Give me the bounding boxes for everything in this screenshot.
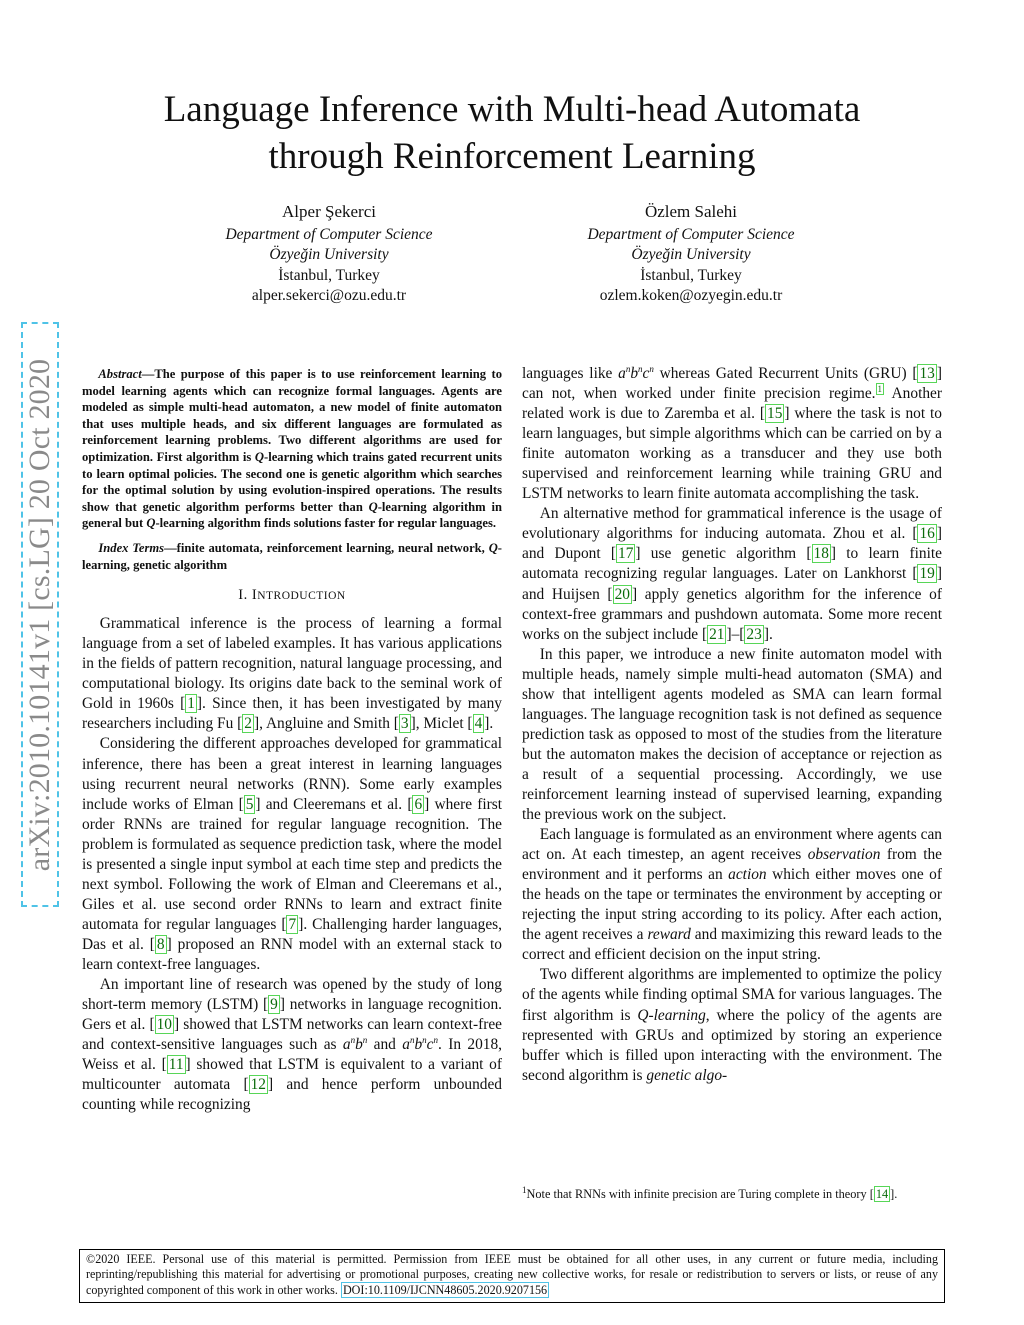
author-email: alper.sekerci@ozu.edu.tr (251, 287, 407, 304)
intro-paragraph: An important line of research was opened by the study of long short-term memory (LSTM) [ 9 ] networks in language recognition. Gers et al. [ 10 ] showed that LSTM networks can learn context-free and context-sensitive languages such as $a^nb^n$ and $a^nb^nc^n$. In 2018, Weiss et al. [ 11 ] showed that LSTM is equivalent to a variant of multicounter automata [ 12 ] and hence perform unbounded counting while recognizing (82, 976, 502, 1114)
section-heading: I. INTRODUCTION (238, 587, 346, 604)
citation-link[interactable]: 19 (919, 565, 935, 583)
author-block-2 (526, 202, 856, 307)
author-univ: Özyeğin University (631, 246, 751, 263)
citation-link[interactable]: 8 (156, 935, 165, 953)
citation-link[interactable]: 20 (614, 585, 630, 603)
citation-link[interactable]: 4 (474, 715, 483, 733)
citation-link[interactable]: 2 (244, 715, 252, 733)
citation-link[interactable]: 16 (919, 525, 935, 543)
index-terms: Index Terms—finite automata, reinforcement learning, neural network, Q-learning, genetic algorithm (82, 540, 502, 572)
author-dept: Department of Computer Science (225, 225, 433, 243)
index-terms-label: Index Terms (98, 540, 165, 555)
citation-link[interactable]: 13 (919, 365, 935, 382)
arxiv-stamp-text: arXiv:2010.10141v1 [cs.LG] 20 Oct 2020 (23, 358, 56, 871)
author-univ: Özyeğin University (269, 246, 389, 263)
arxiv-stamp[interactable] (21, 322, 59, 907)
author-city: İstanbul, Turkey (278, 266, 380, 284)
citation-link[interactable]: 18 (813, 545, 829, 563)
author-email: ozlem.koken@ozyegin.edu.tr (599, 287, 783, 304)
author-block-1 (164, 202, 494, 307)
citation-link[interactable]: 7 (288, 915, 297, 933)
title-line-1: Language Inference with Multi-head Automata (163, 89, 861, 130)
intro-paragraph: Grammatical inference is the process of learning a formal language from a set of labeled examples. It has various applications in the fields of pattern recognition, natural language processing, and computational biology. Its origins date back to the seminal work of Gold in 1960s [ 1 ]. Since then, it has been investigated by many researchers including Fu [ 2 ], Angluine and Smith [ 3 ], Miclet [ 4 ]. (82, 615, 502, 733)
footnote-marker[interactable]: 1 (877, 383, 883, 394)
citation-link[interactable]: 3 (400, 715, 409, 733)
title-line-2: through Reinforcement Learning (268, 136, 756, 177)
citation-link[interactable]: 15 (767, 405, 783, 423)
citation-link[interactable]: 11 (168, 1056, 184, 1074)
section-number: I. (238, 587, 248, 604)
body-paragraph: Two different algorithms are implemented to optimize the policy of the agents while finding optimal SMA for various languages. The first algorithm is Q-learning, where the policy of the agents are represented with GRUs and optimized by storing an experience buffer which is filled upon interacting with the environment. The second algorithm is genetic algo- (522, 966, 942, 1084)
citation-link[interactable]: 5 (245, 795, 254, 813)
intro-paragraph: Considering the different approaches developed for grammatical inference, there has been a great interest in learning languages using recurrent neural networks (RNN). Some early examples include works of Elman [ 5 ] and Cleeremans et al. [ 6 ] where first order RNNs are trained for regular language recognition. The problem is formulated as sequence prediction task, where the model is presented a single input symbol at each time step and predicts the next symbol. Following the work of Elman and Cleeremans et al., Giles et al. use second order RNNs to learn and extract finite automata for regular languages [ 7 ]. Challenging harder languages, Das et al. [ 8 ] proposed an RNN model with an external stack to learn context-free languages. (82, 735, 503, 973)
author-name: Alper Şekerci (282, 202, 376, 221)
left-column (82, 366, 502, 1115)
citation-link[interactable]: 6 (414, 795, 423, 813)
author-name: Özlem Salehi (644, 202, 738, 221)
body-paragraph: An alternative method for grammatical inference is the usage of evolutionary algorithms for inducing automata. Zhou et al. [ 16 ] and Dupont [ 17 ] use genetic algorithm [ 18 ] to learn finite automata recognizing regular languages. Later on Lankhorst [ 19 ] and Huijsen [ 20 ] apply genetics algorithm for the inference of context-free grammars and pushdown automata. Some more recent works on the subject include [ 21 ]–[ 23 ]. (522, 505, 942, 643)
citation-link[interactable]: 14 (875, 1187, 889, 1201)
citation-link[interactable]: 21 (709, 625, 725, 643)
footnote: $^1$Note that RNNs with infinite precision are Turing complete in theory [ 14 ]. (522, 1184, 898, 1201)
citation-link[interactable]: 17 (618, 545, 634, 563)
author-dept: Department of Computer Science (587, 225, 795, 243)
citation-link[interactable]: 9 (270, 996, 278, 1014)
doi-link[interactable]: DOI:10.1109/IJCNN48605.2020.9207156 (342, 1282, 548, 1297)
copyright-text: ©2020 IEEE. Personal use of this material is permitted. Permission from IEEE must be obtained for all other uses, in any current or future media, including reprinting/republishing this material for advertising or promotional purposes, creating new collective works, for resale or redistribution to servers or lists, or reuse of any copyrighted component of this work in other works. (86, 1252, 938, 1297)
body-paragraph: In this paper, we introduce a new finite automaton model with multiple heads, namely simple multi-head automaton (SMA) and show that intelligent agents modeled as SMA can learn formal languages. The language recognition task is not defined as sequence prediction task as opposed to most of the studies from the literature but the automaton makes the decision of acceptance or rejection as a result of a sequential processing. Accordingly, we use reinforcement learning instead of supervised learning, expanding the previous work on the subject. (522, 645, 942, 824)
paper-title (0, 86, 1024, 180)
citation-link[interactable]: 1 (187, 695, 195, 713)
right-column (522, 364, 942, 1086)
body-paragraph: languages like $a^nb^nc^n$ whereas Gated Recurrent Units (GRU) [ 13 ] can not, when worked under finite precision regime. $^1$ Another related work is due to Zaremba et al. [ 15 ] where the task is not to learn languages, but simple algorithms which can be carried on by a finite automaton working as a transducer and they use both supervised and reinforcement learning while training GRU and LSTM networks to learn finite automata accomplishing the task. (522, 363, 942, 503)
abstract: Abstract—The purpose of this paper is to use reinforcement learning to model learning agents which can recognize formal languages. Agents are modeled as simple multi-head automaton, a new model of finite automaton that uses multiple heads, and six different languages are formulated as reinforcement learning problems. Two different algorithms are used for optimization. First algorithm is Q-learning which trains gated recurrent units to learn optimal policies. The second one is genetic algorithm which searches for the optimal solution by using evolution-inspired operations. The results show that genetic algorithm performs better than Q-learning algorithm in general but Q-learning algorithm finds solutions faster for regular languages. (82, 367, 502, 531)
abstract-label: Abstract (98, 367, 142, 381)
copyright-notice (79, 1249, 945, 1303)
citation-link[interactable]: 12 (250, 1076, 266, 1094)
citation-link[interactable]: 10 (156, 1016, 172, 1034)
body-paragraph: Each language is formulated as an environment where agents can act on. At each timestep, an agent receives observation from the environment and it performs an action which either moves one of the heads on the tape or terminates the environment by accepting or rejecting the input string according to its policy. After each action, the agent receives a reward and maximizing this reward leads to the correct and efficient decision on the input string. (522, 826, 943, 964)
author-city: İstanbul, Turkey (640, 266, 742, 284)
citation-link[interactable]: 23 (746, 625, 762, 643)
